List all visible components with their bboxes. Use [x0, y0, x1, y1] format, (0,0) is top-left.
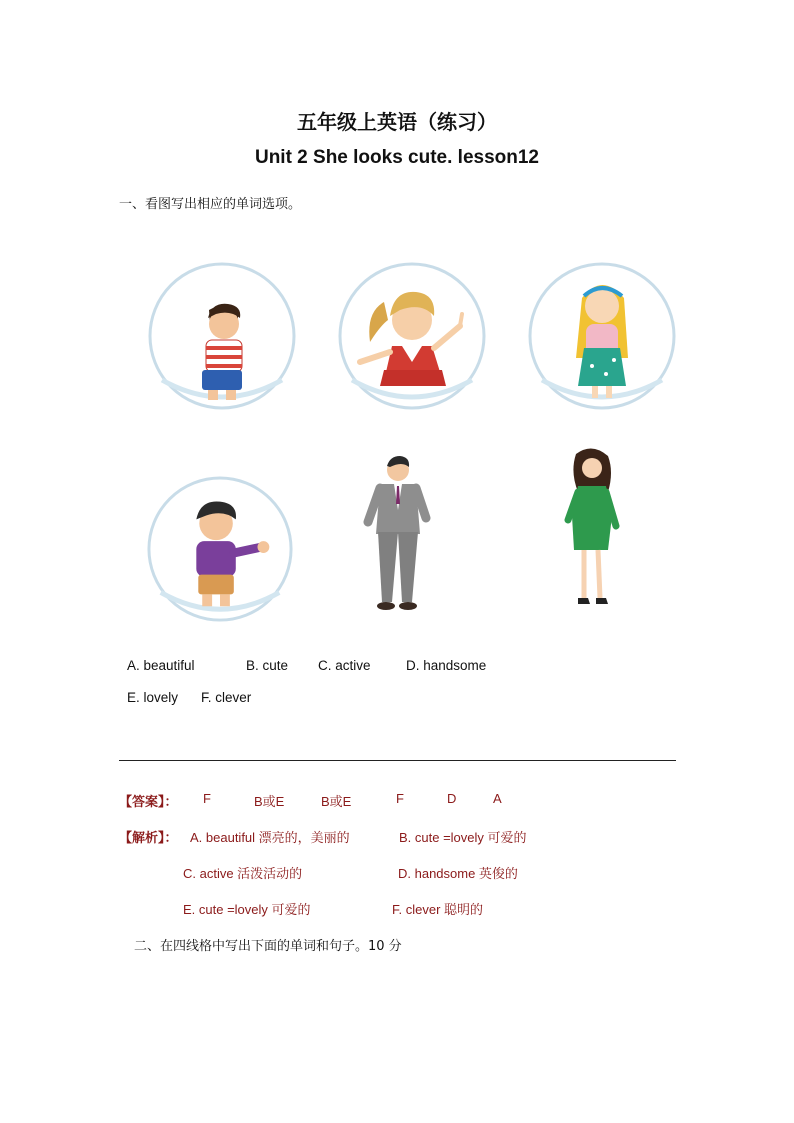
analysis-item: F. clever 聪明的	[392, 902, 484, 917]
answer-value: A	[493, 791, 502, 806]
section-1-heading: 一、看图写出相应的单词选项。	[119, 197, 302, 212]
option-b: B. cute	[246, 658, 289, 673]
divider-line	[119, 760, 676, 761]
boy-purple-shirt-image	[145, 476, 295, 626]
analysis-block	[0, 827, 794, 927]
woman-green-dress-image	[556, 446, 628, 612]
option-e: E. lovely	[127, 690, 179, 705]
title-english: Unit 2 She looks cute. lesson12	[254, 147, 540, 168]
title-chinese: 五年级上英语（练习）	[297, 110, 497, 134]
blonde-girl-image	[526, 262, 678, 414]
option-a: A. beautiful	[127, 658, 195, 673]
girl-pointing-image	[336, 262, 488, 414]
analysis-item: E. cute =lovely 可爱的	[183, 902, 311, 917]
boy-striped-shirt-image	[146, 262, 298, 414]
answer-value: B或E	[321, 794, 352, 809]
analysis-item: C. active 活泼活动的	[183, 866, 303, 881]
analysis-item: B. cute =lovely 可爱的	[399, 830, 527, 845]
option-c: C. active	[318, 658, 371, 673]
analysis-item: A. beautiful 漂亮的，美丽的	[190, 830, 350, 845]
answer-value: B或E	[254, 794, 285, 809]
section-2-heading: 二、在四线格中写出下面的单词和句子。10 分	[134, 939, 402, 954]
answer-label: 【答案】：	[119, 794, 178, 809]
answer-value: F	[203, 791, 211, 806]
option-f: F. clever	[201, 690, 252, 705]
answer-value: D	[447, 791, 457, 806]
analysis-label: 【解析】：	[119, 830, 178, 845]
answer-value: F	[396, 791, 404, 806]
option-list	[0, 658, 794, 718]
option-d: D. handsome	[406, 658, 487, 673]
analysis-item: D. handsome 英俊的	[398, 866, 518, 881]
answer-row	[0, 791, 794, 811]
man-in-suit-image	[356, 452, 440, 618]
